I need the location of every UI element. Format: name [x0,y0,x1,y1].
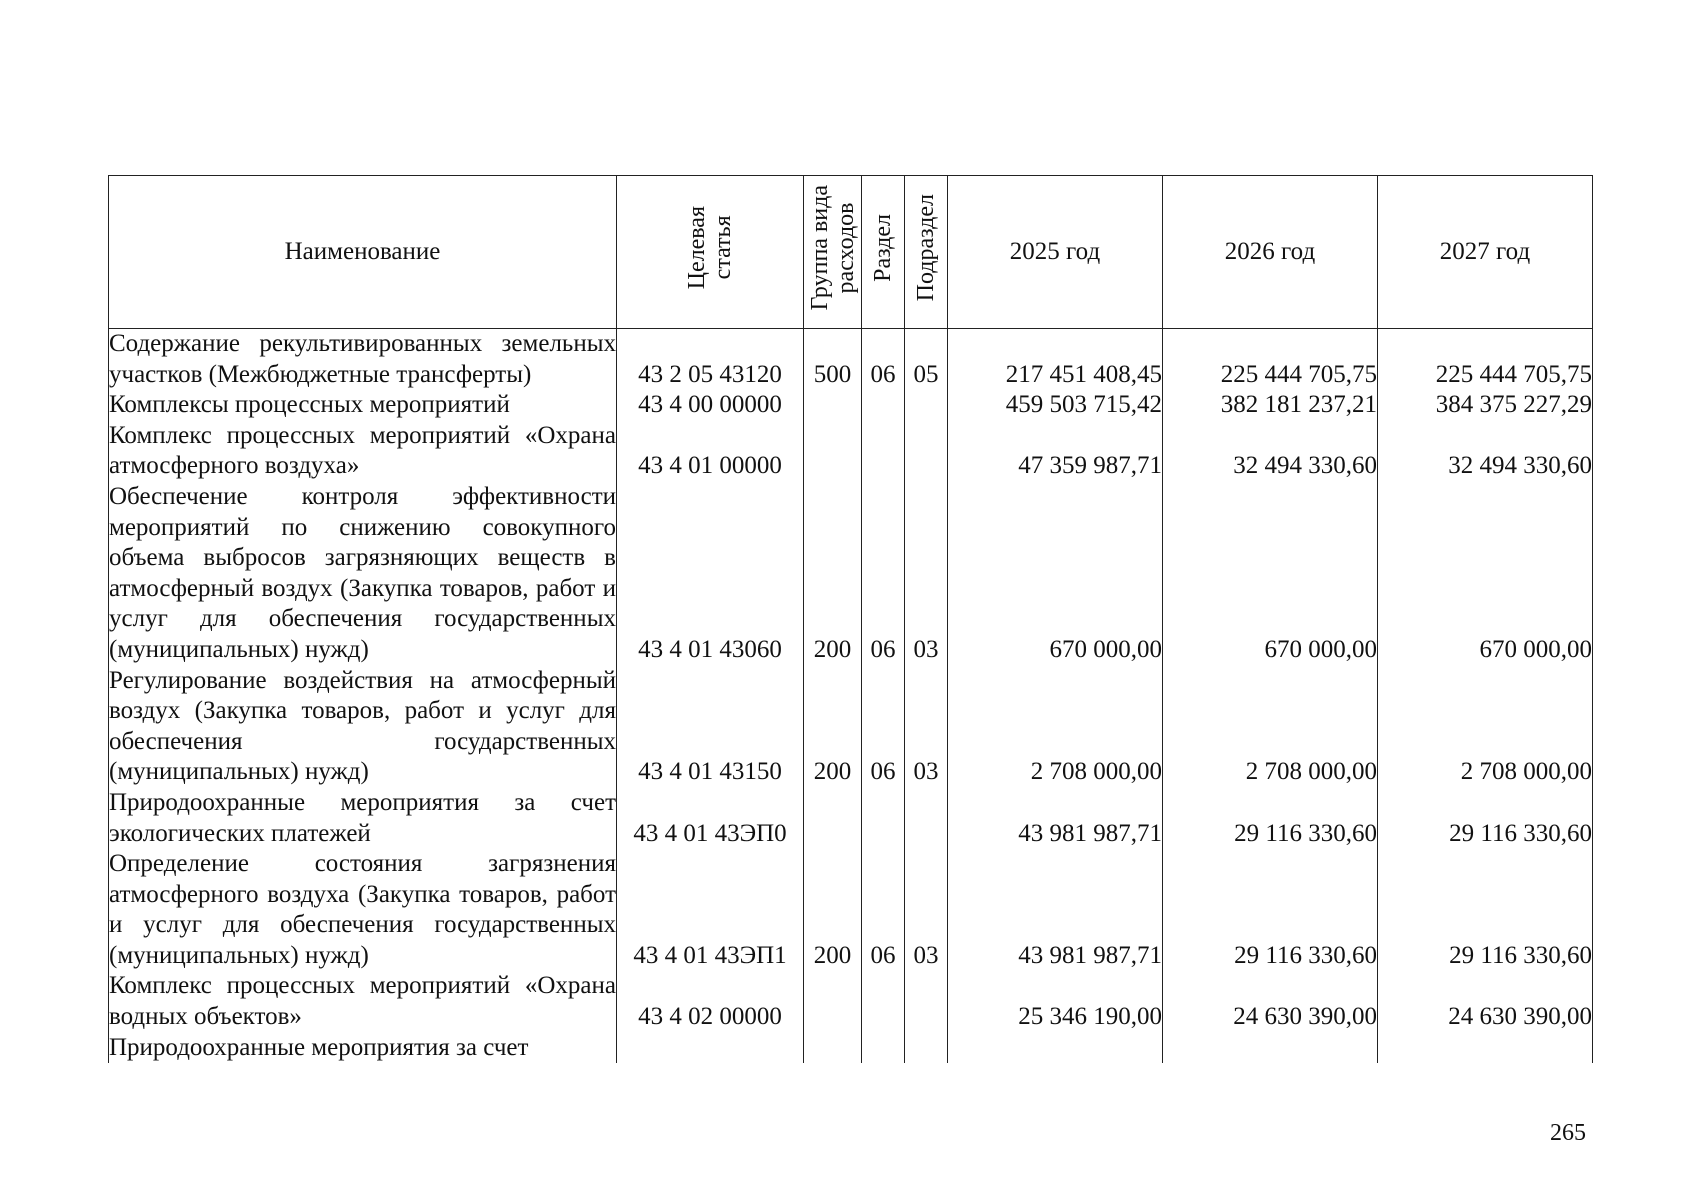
table-row [109,788,1593,849]
row-name: Обеспечение контроля эффективности мероприятий по снижению совокупного объема выбросов загрязняющих веществ в атмосферный воздух (Закупка товаров, работ и услуг для обеспечения государственных (муниципальных) нужд) [109,482,617,666]
row-section [862,1033,905,1064]
row-amount-2025: 670 000,00 [948,482,1163,666]
row-target-article: 43 2 05 43120 [617,329,804,391]
table-row [109,971,1593,1032]
row-amount-2026 [1163,1033,1378,1064]
row-amount-2026: 2 708 000,00 [1163,666,1378,788]
row-subsection: 03 [905,849,948,971]
row-section [862,971,905,1032]
header-2026: 2026 год [1163,176,1378,329]
row-amount-2026: 225 444 705,75 [1163,329,1378,391]
header-section-label: Раздел [870,213,896,282]
row-amount-2027: 32 494 330,60 [1378,421,1593,482]
row-target-article: 43 4 01 43060 [617,482,804,666]
row-expense-group: 200 [804,666,862,788]
row-amount-2025: 459 503 715,42 [948,390,1163,421]
header-subsection-label: Подраздел [913,194,939,302]
row-amount-2026: 32 494 330,60 [1163,421,1378,482]
row-name: Комплекс процессных мероприятий «Охрана водных объектов» [109,971,617,1032]
row-name: Определение состояния загрязнения атмосферного воздуха (Закупка товаров, работ и услуг для обеспечения государственных (муниципальных) нужд) [109,849,617,971]
row-amount-2025: 47 359 987,71 [948,421,1163,482]
header-target-article [617,176,804,329]
row-amount-2027: 670 000,00 [1378,482,1593,666]
row-subsection [905,421,948,482]
table-row [109,390,1593,421]
row-amount-2026: 670 000,00 [1163,482,1378,666]
table-row [109,1033,1593,1064]
row-amount-2027: 29 116 330,60 [1378,788,1593,849]
row-section [862,421,905,482]
row-name: Регулирование воздействия на атмосферный воздух (Закупка товаров, работ и услуг для обеспечения государственных (муниципальных) нужд) [109,666,617,788]
row-subsection: 03 [905,482,948,666]
row-expense-group [804,421,862,482]
header-subsection [905,176,948,329]
row-amount-2027: 2 708 000,00 [1378,666,1593,788]
row-target-article: 43 4 00 00000 [617,390,804,421]
row-amount-2025: 43 981 987,71 [948,849,1163,971]
row-section [862,788,905,849]
header-section [862,176,905,329]
row-expense-group: 200 [804,482,862,666]
row-amount-2026: 382 181 237,21 [1163,390,1378,421]
row-expense-group [804,971,862,1032]
row-expense-group [804,390,862,421]
row-target-article: 43 4 01 43ЭП1 [617,849,804,971]
row-amount-2027: 384 375 227,29 [1378,390,1593,421]
page-number: 265 [1550,1120,1586,1146]
row-section [862,390,905,421]
row-amount-2026: 24 630 390,00 [1163,971,1378,1032]
row-amount-2025: 217 451 408,45 [948,329,1163,391]
row-name: Природоохранные мероприятия за счет экологических платежей [109,788,617,849]
table-row [109,482,1593,666]
row-amount-2027: 29 116 330,60 [1378,849,1593,971]
row-amount-2026: 29 116 330,60 [1163,849,1378,971]
row-amount-2027: 225 444 705,75 [1378,329,1593,391]
table-row [109,329,1593,391]
row-name: Природоохранные мероприятия за счет [109,1033,617,1064]
row-subsection [905,1033,948,1064]
row-amount-2025: 2 708 000,00 [948,666,1163,788]
row-section: 06 [862,329,905,391]
row-name: Комплексы процессных мероприятий [109,390,617,421]
row-amount-2026: 29 116 330,60 [1163,788,1378,849]
row-target-article [617,1033,804,1064]
header-name: Наименование [109,176,617,329]
row-section: 06 [862,849,905,971]
table-header-row [109,176,1593,329]
row-amount-2025 [948,1033,1163,1064]
row-amount-2027: 24 630 390,00 [1378,971,1593,1032]
table-row [109,666,1593,788]
row-expense-group: 500 [804,329,862,391]
budget-table [108,175,1593,1063]
row-subsection: 03 [905,666,948,788]
row-expense-group [804,788,862,849]
row-subsection [905,390,948,421]
header-target-article-label: Целевая статья [684,206,736,290]
header-2027: 2027 год [1378,176,1593,329]
row-target-article: 43 4 01 00000 [617,421,804,482]
table-row [109,421,1593,482]
row-target-article: 43 4 01 43ЭП0 [617,788,804,849]
row-section: 06 [862,666,905,788]
header-expense-group [804,176,862,329]
header-2025: 2025 год [948,176,1163,329]
row-subsection [905,788,948,849]
row-name: Комплекс процессных мероприятий «Охрана атмосферного воздуха» [109,421,617,482]
row-expense-group [804,1033,862,1064]
table-row [109,849,1593,971]
row-name: Содержание рекультивированных земельных участков (Межбюджетные трансферты) [109,329,617,391]
row-target-article: 43 4 01 43150 [617,666,804,788]
row-section: 06 [862,482,905,666]
header-expense-group-label: Группа вида расходов [806,184,859,311]
row-target-article: 43 4 02 00000 [617,971,804,1032]
row-subsection: 05 [905,329,948,391]
row-subsection [905,971,948,1032]
row-expense-group: 200 [804,849,862,971]
row-amount-2025: 43 981 987,71 [948,788,1163,849]
row-amount-2027 [1378,1033,1593,1064]
row-amount-2025: 25 346 190,00 [948,971,1163,1032]
